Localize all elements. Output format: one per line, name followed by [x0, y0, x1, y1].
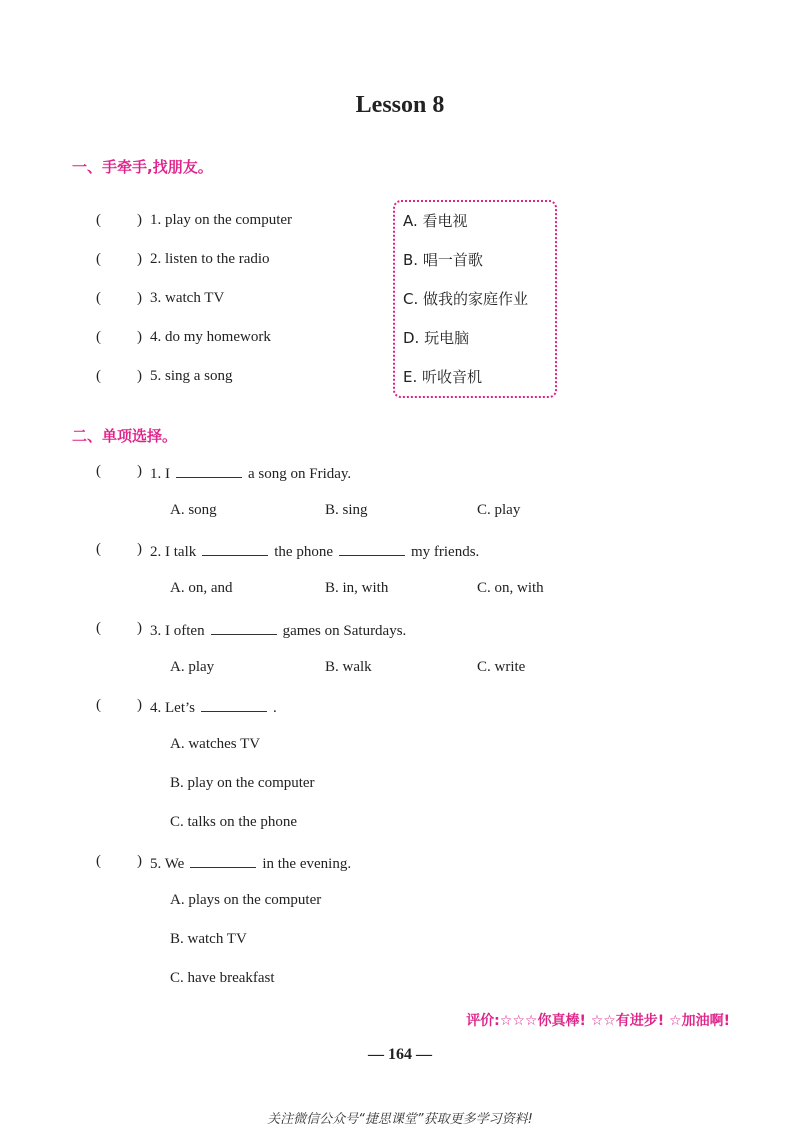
answer-paren[interactable]: ( ) — [96, 212, 142, 228]
question-4: 4. Let’s . — [150, 697, 277, 717]
question-3: 3. I often games on Saturdays. — [150, 620, 406, 640]
page-number: — 164 — — [368, 1046, 432, 1063]
footer-note: 关注微信公众号“捷思课堂”获取更多学习资料! — [267, 1112, 533, 1127]
answer-blank[interactable] — [201, 697, 267, 712]
answer-blank[interactable] — [176, 463, 242, 478]
match-option-b: B. 唱一首歌 — [403, 251, 483, 269]
q3-option-c: C. write — [477, 659, 526, 675]
answer-paren[interactable]: ( ) — [96, 541, 142, 557]
answer-paren[interactable]: ( ) — [96, 329, 142, 345]
q2-option-c: C. on, with — [477, 580, 544, 596]
q1-option-a: A. song — [170, 502, 217, 518]
q3-option-b: B. walk — [325, 659, 372, 675]
q1-option-c: C. play — [477, 502, 521, 518]
q1-option-b: B. sing — [325, 502, 368, 518]
question-1: 1. I a song on Friday. — [150, 463, 351, 483]
answer-paren[interactable]: ( ) — [96, 290, 142, 306]
q5-option-c: C. have breakfast — [170, 970, 275, 986]
question-5: 5. We in the evening. — [150, 853, 351, 873]
answer-paren[interactable]: ( ) — [96, 853, 142, 869]
match-item-2: 2. listen to the radio — [150, 251, 270, 267]
answer-blank[interactable] — [202, 541, 268, 556]
q3-option-a: A. play — [170, 659, 215, 675]
answer-paren[interactable]: ( ) — [96, 368, 142, 384]
q4-option-c: C. talks on the phone — [170, 814, 298, 830]
answer-blank[interactable] — [211, 620, 277, 635]
page-title: Lesson 8 — [355, 92, 445, 118]
q2-option-b: B. in, with — [325, 580, 389, 596]
answer-paren[interactable]: ( ) — [96, 251, 142, 267]
q4-option-a: A. watches TV — [170, 736, 261, 752]
match-item-5: 5. sing a song — [150, 368, 233, 384]
q5-option-b: B. watch TV — [170, 931, 247, 947]
q2-option-a: A. on, and — [170, 580, 233, 596]
answer-paren[interactable]: ( ) — [96, 697, 142, 713]
answer-blank[interactable] — [339, 541, 405, 556]
match-option-d: D. 玩电脑 — [403, 329, 470, 347]
question-2: 2. I talk the phone my friends. — [150, 541, 479, 561]
answer-blank[interactable] — [190, 853, 256, 868]
section2-heading: 二、单项选择。 — [72, 427, 178, 445]
answer-paren[interactable]: ( ) — [96, 463, 142, 479]
answer-paren[interactable]: ( ) — [96, 620, 142, 636]
match-option-a: A. 看电视 — [403, 212, 468, 230]
match-option-c: C. 做我的家庭作业 — [403, 290, 529, 308]
section1-heading: 一、手牵手,找朋友。 — [72, 158, 213, 176]
match-option-e: E. 听收音机 — [403, 368, 483, 386]
match-item-1: 1. play on the computer — [150, 212, 293, 228]
q4-option-b: B. play on the computer — [170, 775, 315, 791]
match-item-4: 4. do my homework — [150, 329, 271, 345]
evaluation-line: 评价:☆☆☆你真棒! ☆☆有进步! ☆加油啊! — [466, 1013, 730, 1029]
q5-option-a: A. plays on the computer — [170, 892, 322, 908]
match-item-3: 3. watch TV — [150, 290, 225, 306]
